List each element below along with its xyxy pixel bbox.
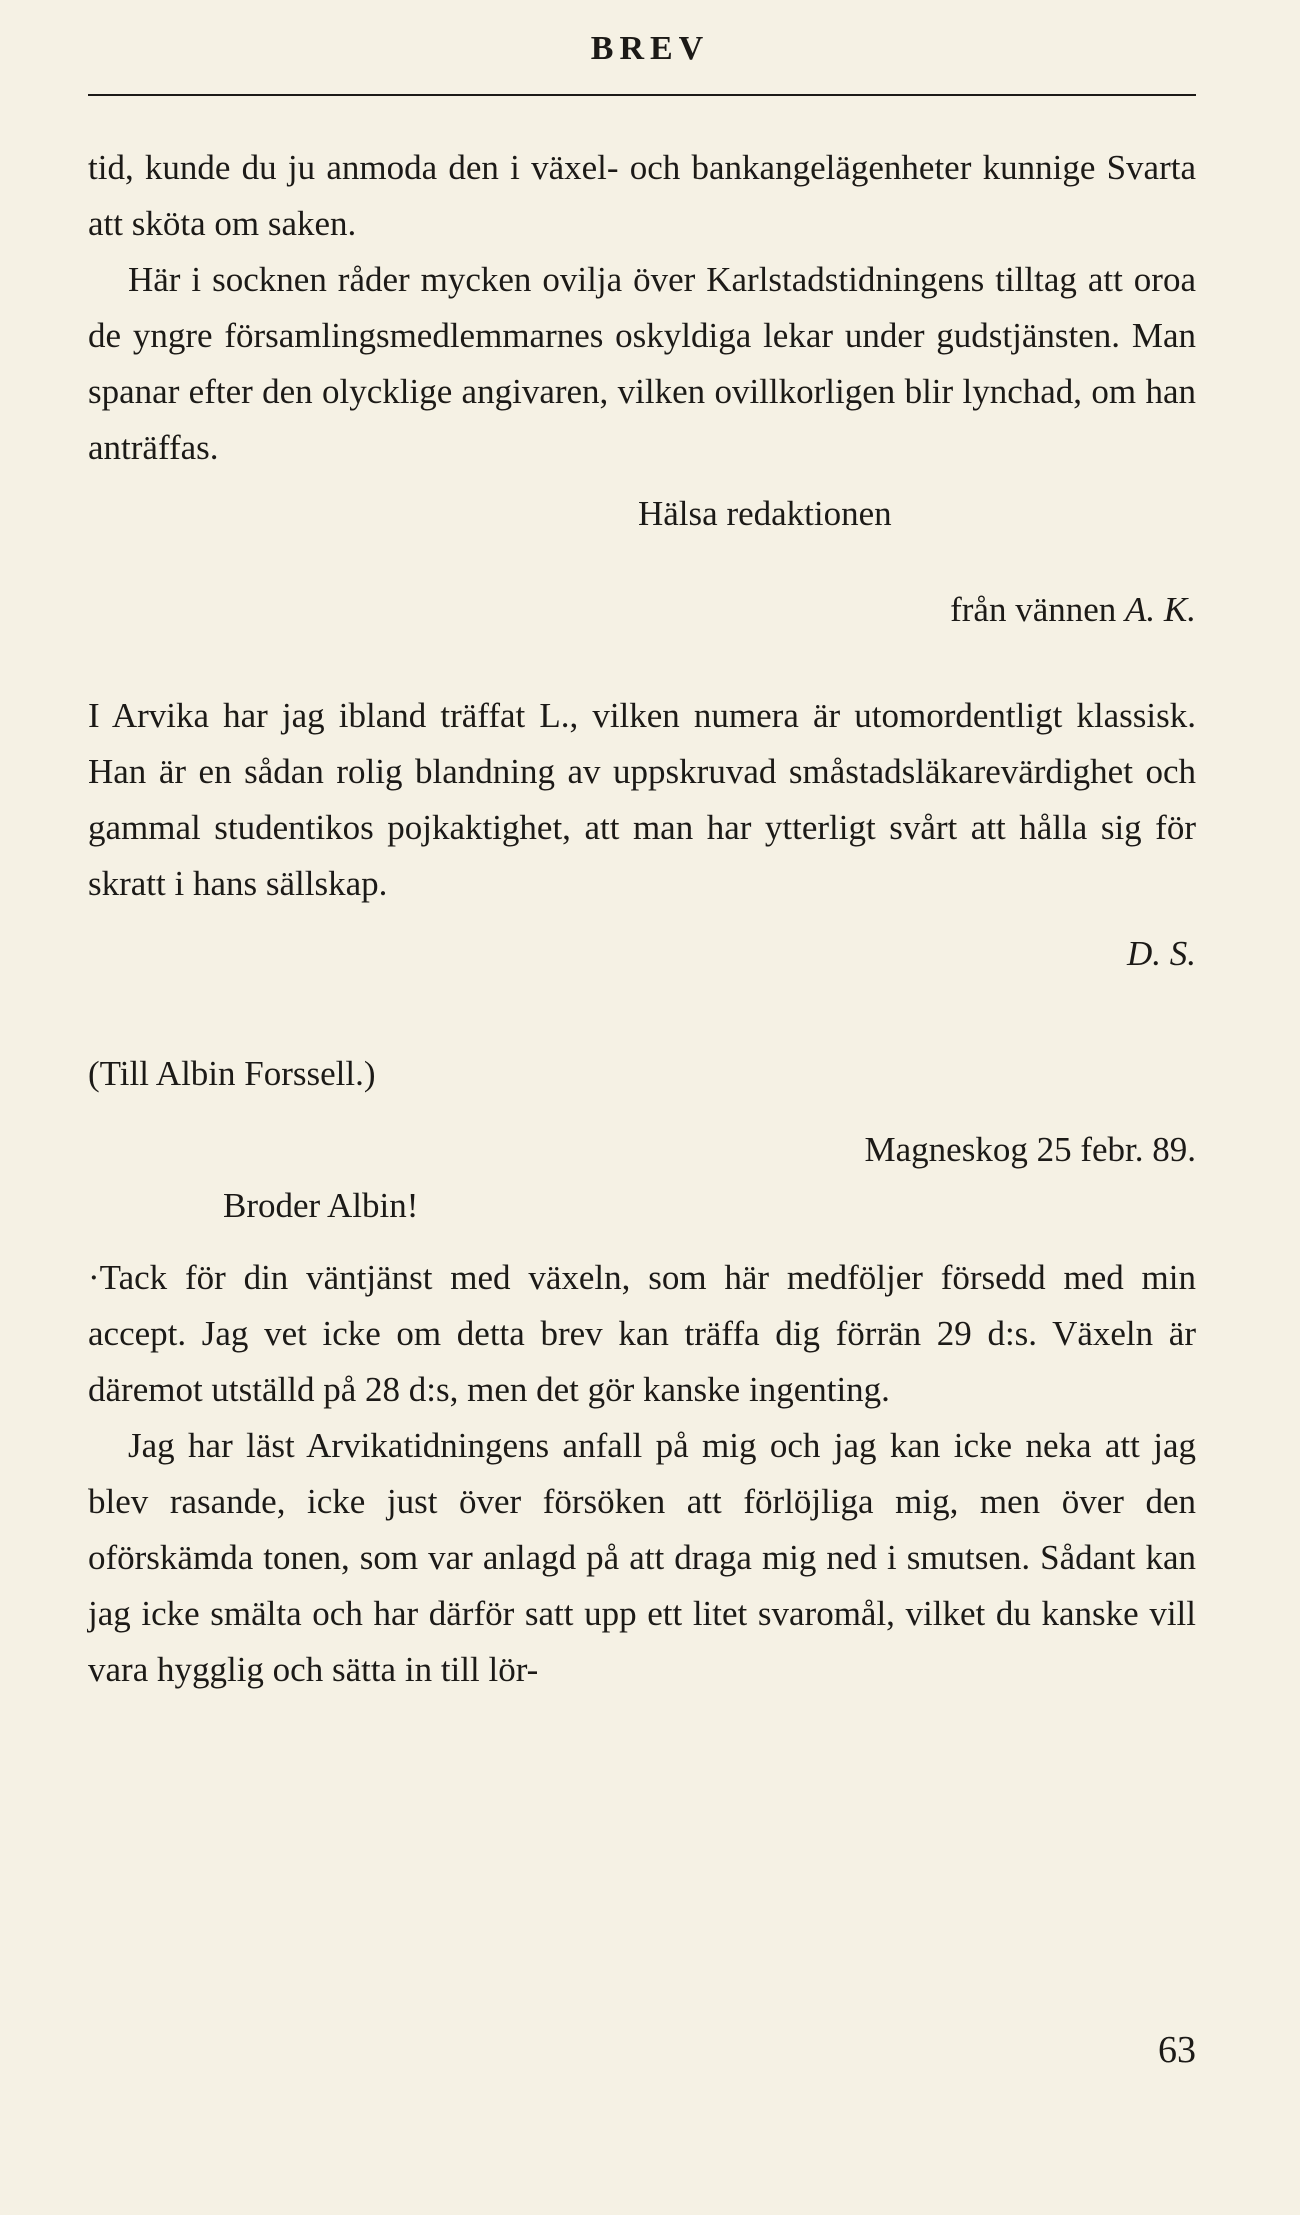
header-rule bbox=[88, 94, 1196, 96]
paragraph: ·Tack för din väntjänst med växeln, som här medföljer försedd med min accept. Jag vet icke om detta brev kan träffa dig förrän 29 d:s. Växeln är däremot utställd på 28 d:s, men det gör kanske ingenting. bbox=[88, 1258, 1196, 1409]
closing-text: från vännen bbox=[950, 590, 1126, 629]
running-head: BREV bbox=[590, 30, 710, 67]
closing-greeting: Hälsa redaktionen bbox=[638, 494, 892, 533]
paragraph: Jag har läst Arvikatidningens anfall på mig och jag kan icke neka att jag blev rasande, icke just över försöken att förlöjliga mig, men över den oförskämda tonen, som var anlagd på att draga mig ned i smutsen. Sådant kan jag icke smälta och har därför satt upp ett litet svaromål, vilket du kanske vill vara hygglig och sätta in till lör- bbox=[88, 1426, 1196, 1689]
letter-place-date: Magneskog 25 febr. 89. bbox=[864, 1130, 1196, 1169]
letter-recipient: (Till Albin Forssell.) bbox=[88, 1054, 376, 1093]
body-text bbox=[88, 140, 1196, 1698]
closing-signature-line bbox=[88, 582, 1196, 638]
signature-ds: D. S. bbox=[1126, 934, 1196, 973]
paragraph: I Arvika har jag ibland träffat L., vilken numera är utomordentligt klassisk. Han är en sådan rolig blandning av uppskruvad småstadsläkarevärdighet och gammal studentikos pojkaktighet, att man har ytterligt svårt att hålla sig för skratt i hans sällskap. bbox=[88, 696, 1196, 903]
page-number: 63 bbox=[1158, 2029, 1196, 2071]
letter-salutation: Broder Albin! bbox=[223, 1186, 419, 1225]
paragraph: Här i socknen råder mycken ovilja över Karlstadstidningens tilltag att oroa de yngre församlingsmedlemmarnes oskyldiga lekar under gudstjänsten. Man spanar efter den olycklige angivaren, vilken ovillkorligen blir lynchad, om han anträffas. bbox=[88, 260, 1196, 467]
paragraph-continued: tid, kunde du ju anmoda den i växel- och bankangelägenheter kunnige Svarta att sköta om saken. bbox=[88, 148, 1196, 243]
signature-ak: A. K. bbox=[1125, 590, 1196, 629]
